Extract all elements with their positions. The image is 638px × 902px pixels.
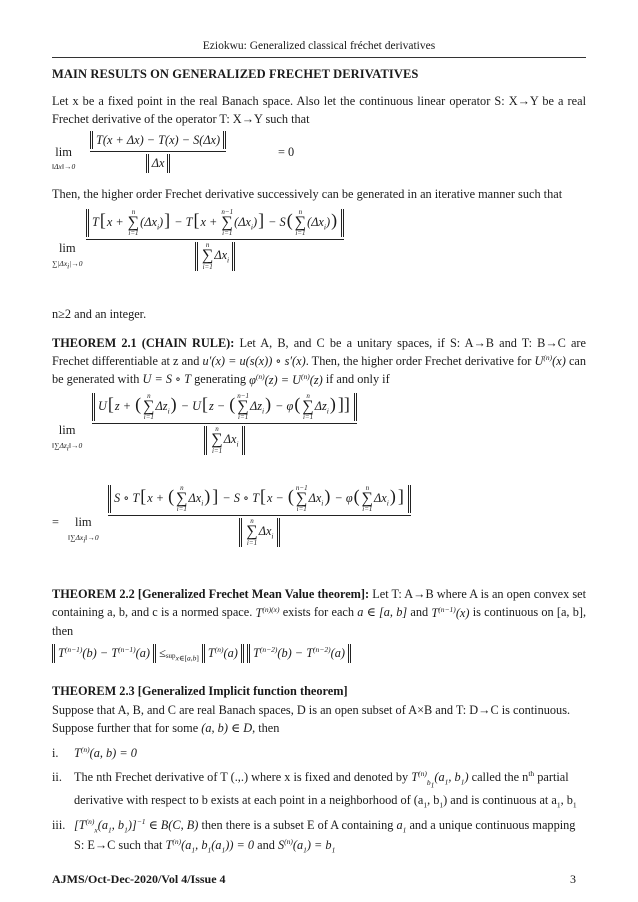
theorem-2-3-line1: Suppose that A, B, and C are real Banach spaces, D is an open subset of A×B and T: D→C is continuous.: [52, 702, 571, 717]
higher-order-paragraph: Then, the higher order Frechet derivative successively can be generated in an iterative manner such that: [52, 186, 563, 201]
theorem-2-2-text-a: Let T: A→B where A is an open convex set containing a, b, and c is a normed space.: [52, 587, 586, 620]
theorem-2-2-statement: THEOREM 2.2 [Generalized Frechet Mean Value theorem]: Let T: A→B where A is an open convex set containing a, b, and c is a normed space. $T^{(n)(x)}$ exists for each a ∈ [a, b] and $T^{(n-1)}(x)$ is continuous on [a, b], then: [52, 587, 587, 638]
running-head: Eziokwu: Generalized classical fréchet derivatives: [202, 40, 436, 52]
theorem-2-3-item-iii: iii. [$T^{(n)}_x(a_1$, $b_1)]^{-1}$ ∈ B(C, B) then there is a subset E of A containing $a_1$ and a unique continuous mapping S: E→C such that $T^{(n)}(a_1$, $b_1(a_1)) = 0$ and $S^{(n)}(a_1) = b_1$: [52, 817, 576, 855]
n-condition: n≥2 and an integer.: [52, 307, 147, 322]
footer-journal-info: AJMS/Oct-Dec-2020/Vol 4/Issue 4: [52, 872, 226, 886]
theorem-2-2-text-c: and: [410, 605, 429, 620]
theorem-2-3-line2: Suppose further that for some (a, b) ∈ D, then: [52, 721, 280, 736]
equation-chain-rule-z: lim $‖\sum\Delta z_i‖\to 0$ U[z + ( n ∑ i=1 $\Delta z_i) - U[z$ − ( n−1 ∑ i=1 $\Delta z_i) - \varphi$( n ∑ i=1 $\Delta z_i$) ]] n ∑ i=1 $\Delta x_i$: [52, 389, 586, 479]
theorem-2-1-text-a: Let A, B, and C be a unitary spaces, if S: A→B and T: B→C are Frechet differentiable at z and: [52, 335, 586, 369]
theorem-2-3-label: [52, 682, 586, 700]
theorem-2-2-text-d: is continuous on [a, b], then: [52, 605, 587, 638]
page-number: 3: [570, 872, 576, 886]
theorem-2-1-text-d: generating: [194, 372, 246, 387]
theorem-2-3-item-i: i. $T^{(n)}(a$, b) = 0: [52, 744, 137, 760]
theorem-2-3-title: THEOREM 2.3 [Generalized Implicit function theorem]: [52, 684, 348, 699]
theorem-2-2-label: THEOREM 2.2 [Generalized Frechet Mean Value theorem]:: [52, 587, 370, 601]
main-content: [52, 65, 586, 856]
theorem-2-1-text-b: . Then, the higher order Frechet derivative for: [305, 354, 532, 369]
section-title: MAIN RESULTS ON GENERALIZED FRECHET DERIVATIVES: [52, 67, 419, 81]
theorem-2-1-text-e: if and only if: [325, 372, 390, 387]
equation-chain-rule-x: = lim $‖\sum\Delta x_i‖\to 0$ S ∘ T[x + ( n ∑ i=1 $\Delta x_i$) ] − S ∘ T[x − ( n−1 ∑ i=1 $\Delta x_i) - \varphi$( n ∑ i=1 $\Delta x_i$) ] n ∑ i=1 $\Delta x_i$: [52, 479, 586, 571]
theorem-2-1-text-c: can be generated with: [52, 354, 587, 387]
equation-mean-value: $T^{(n-1)}(b) - T^{(n-1)}(a) \le sup_{x\in[a,b]}$ $T^{(n)}(a) T^{(n-2)}(b) - T^{(n-2)}(a)$: [52, 644, 586, 670]
intro-paragraph: Let x be a fixed point in the real Banach space. Also let the continuous linear operator S: X→Y be a real Frechet derivative of the operator T: X→Y such that: [52, 93, 586, 127]
theorem-2-2-text-b: exists for each: [282, 605, 355, 620]
equation-higher-order: lim $\sum|\Delta x_i|\to 0$ T[x + n ∑ i=1 $(\Delta x_i)] - T[x$ + n−1 ∑ i=1 $(\Delta x_i)] - S$( n ∑ i=1 $(\Delta x_i)$) n ∑ i=1 $\Delta x_i$: [52, 203, 586, 303]
header-rule: [52, 57, 586, 58]
theorem-2-3-item-ii: ii. The nth Frechet derivative of T (.,.) where x is fixed and denoted by $T^{(n)}_{b_1}(a_1$, $b_1$) called the $n^{th}$ partial derivative with respect to b exists at each point in a neighborhood of ($a_1$, $b_1$) and is continuous at $a_1$, $b_1$: [52, 769, 577, 809]
theorem-2-1-label: THEOREM 2.1 (CHAIN RULE):: [52, 335, 235, 350]
theorem-2-1-statement: THEOREM 2.1 (CHAIN RULE): Let A, B, and C be a unitary spaces, if S: A→B and T: B→C are Frechet differentiable at z and u′(x) = u(s(x)) ∘ s′(x). Then, the higher order Frechet derivative for $U^{(n)}(x)$ can be generated with U = S ∘ T generating $\varphi^{(n)}(z) = U^{(n)}(z)$ if and only if: [52, 335, 587, 387]
equation-frechet-definition: lim ‖Δx‖→0 T(x + Δx) − T(x) − S(Δx) Δx = 0: [52, 132, 295, 172]
